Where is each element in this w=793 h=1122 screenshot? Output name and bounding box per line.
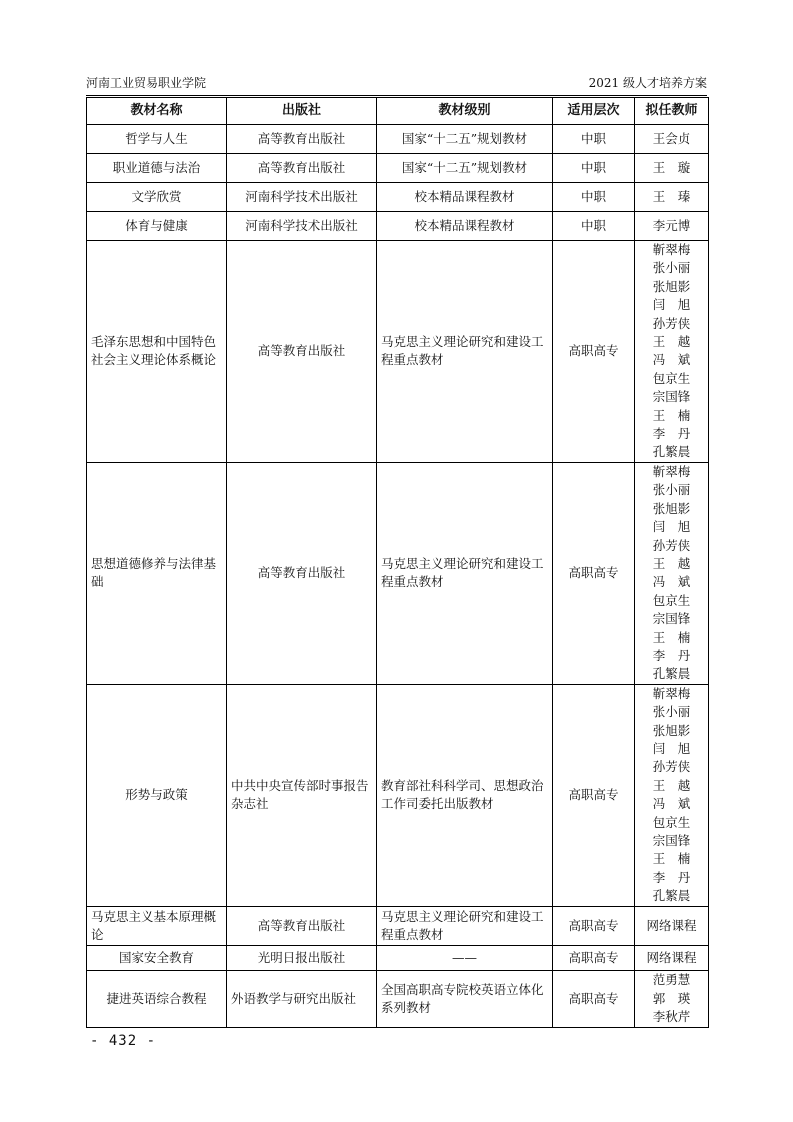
teacher-name: 李 丹 [652,647,691,663]
textbook-name-cell: 毛泽东思想和中国特色社会主义理论体系概论 [87,241,227,463]
applicable-tier-cell: 高职高专 [553,906,635,946]
teachers-cell [635,212,709,241]
teacher-name: 宗国锋 [652,833,691,848]
teacher-name: 王 越 [652,777,691,793]
textbook-name-cell: 文学欣赏 [87,183,227,212]
teacher-name: 冯 斌 [652,352,691,368]
teacher-name: 靳翠梅 [652,685,691,701]
page-header [86,74,707,92]
teacher-name: 闫 旭 [652,297,691,313]
textbook-level-cell: 校本精品课程教材 [377,183,553,212]
applicable-tier-cell: 中职 [553,183,635,212]
teacher-name: 李 丹 [652,426,691,442]
textbook-name-cell: 国家安全教育 [87,946,227,971]
table-row [87,684,709,906]
applicable-tier-cell: 中职 [553,154,635,183]
publisher-cell: 高等教育出版社 [227,154,377,183]
textbook-level-cell: 马克思主义理论研究和建设工程重点教材 [377,906,553,946]
school-name: 河南工业贸易职业学院 [86,76,207,90]
teacher-name: 张旭影 [652,278,691,294]
textbook-name-cell: 马克思主义基本原理概论 [87,906,227,946]
table-row [87,154,709,183]
teacher-name: 宗国锋 [652,611,691,627]
table-row [87,971,709,1027]
publisher-cell: 高等教育出版社 [227,462,377,684]
teachers-cell [635,946,709,971]
applicable-tier-cell: 高职高专 [553,241,635,463]
teacher-name: 闫 旭 [652,740,691,756]
page-number: - 432 - [90,1033,157,1049]
teacher-name: 郭 瑛 [652,990,691,1006]
textbook-name-cell: 思想道德修养与法律基础 [87,462,227,684]
applicable-tier-cell: 中职 [553,125,635,154]
teacher-name: 李元博 [652,217,691,233]
teacher-name: 冯 斌 [652,574,691,590]
textbook-level-cell: 校本精品课程教材 [377,212,553,241]
teacher-name: 张旭影 [652,722,691,738]
teacher-name: 王 瑧 [652,188,691,204]
teacher-name: 孙芳侠 [652,537,691,553]
textbook-level-cell: 全国高职高专院校英语立体化系列教材 [377,971,553,1027]
teacher-name: 包京生 [652,592,691,608]
teacher-name: 张小丽 [652,704,691,720]
teachers-cell [635,241,709,463]
teacher-name: 包京生 [652,814,691,830]
teachers-cell [635,183,709,212]
table-row [87,241,709,463]
teacher-name: 王 璇 [652,159,691,175]
teacher-name: 网络课程 [646,917,697,933]
textbook-table [86,97,709,1028]
header-rule [86,95,707,96]
teacher-name: 张小丽 [652,260,691,276]
publisher-cell: 高等教育出版社 [227,125,377,154]
teacher-name: 王 越 [652,334,691,350]
applicable-tier-cell: 中职 [553,212,635,241]
applicable-tier-cell: 高职高专 [553,946,635,971]
teachers-cell [635,154,709,183]
teacher-name: 李秋芹 [652,1009,691,1025]
table-row [87,212,709,241]
document-title: 2021 级人才培养方案 [588,76,707,90]
teachers-cell [635,684,709,906]
teacher-name: 闫 旭 [652,519,691,535]
teachers-cell [635,971,709,1027]
teacher-name: 王 楠 [652,629,691,645]
teacher-name: 李 丹 [652,869,691,885]
column-header: 教材级别 [377,98,553,125]
textbook-name-cell: 哲学与人生 [87,125,227,154]
teacher-name: 张小丽 [652,482,691,498]
teacher-name: 王 楠 [652,851,691,867]
column-header: 拟任教师 [635,98,709,125]
teacher-name: 王 越 [652,555,691,571]
teacher-name: 王 楠 [652,407,691,423]
publisher-cell: 光明日报出版社 [227,946,377,971]
publisher-cell: 高等教育出版社 [227,241,377,463]
teachers-cell [635,462,709,684]
teacher-name: 包京生 [652,370,691,386]
applicable-tier-cell: 高职高专 [553,971,635,1027]
teacher-name: 孙芳侠 [652,315,691,331]
textbook-level-cell: 马克思主义理论研究和建设工程重点教材 [377,462,553,684]
column-header: 适用层次 [553,98,635,125]
applicable-tier-cell: 高职高专 [553,684,635,906]
teacher-name: 宗国锋 [652,389,691,405]
textbook-name-cell: 体育与健康 [87,212,227,241]
teachers-cell [635,125,709,154]
teacher-name: 张旭影 [652,500,691,516]
column-header: 教材名称 [87,98,227,125]
teacher-name: 靳翠梅 [652,463,691,479]
textbook-level-cell: 国家“十二五”规划教材 [377,154,553,183]
teacher-name: 范勇慧 [652,972,691,988]
teachers-cell [635,906,709,946]
table-row [87,125,709,154]
teacher-name: 孔繁晨 [652,444,691,460]
textbook-level-cell: 教育部社科科学司、思想政治工作司委托出版教材 [377,684,553,906]
table-row [87,906,709,946]
table-row [87,946,709,971]
teacher-name: 孔繁晨 [652,666,691,682]
table-header-row [87,98,709,125]
publisher-cell: 中共中央宣传部时事报告杂志社 [227,684,377,906]
teacher-name: 王会贞 [652,130,691,146]
textbook-level-cell: 马克思主义理论研究和建设工程重点教材 [377,241,553,463]
textbook-name-cell: 形势与政策 [87,684,227,906]
teacher-name: 孙芳侠 [652,759,691,775]
publisher-cell: 河南科学技术出版社 [227,183,377,212]
table-row [87,462,709,684]
publisher-cell: 外语教学与研究出版社 [227,971,377,1027]
teacher-name: 靳翠梅 [652,242,691,257]
teacher-name: 冯 斌 [652,796,691,812]
textbook-name-cell: 捷进英语综合教程 [87,971,227,1027]
textbook-name-cell: 职业道德与法治 [87,154,227,183]
textbook-level-cell: —— [377,946,553,971]
column-header: 出版社 [227,98,377,125]
applicable-tier-cell: 高职高专 [553,462,635,684]
publisher-cell: 高等教育出版社 [227,906,377,946]
textbook-level-cell: 国家“十二五”规划教材 [377,125,553,154]
teacher-name: 网络课程 [646,950,697,966]
publisher-cell: 河南科学技术出版社 [227,212,377,241]
table-row [87,183,709,212]
teacher-name: 孔繁晨 [652,888,691,904]
